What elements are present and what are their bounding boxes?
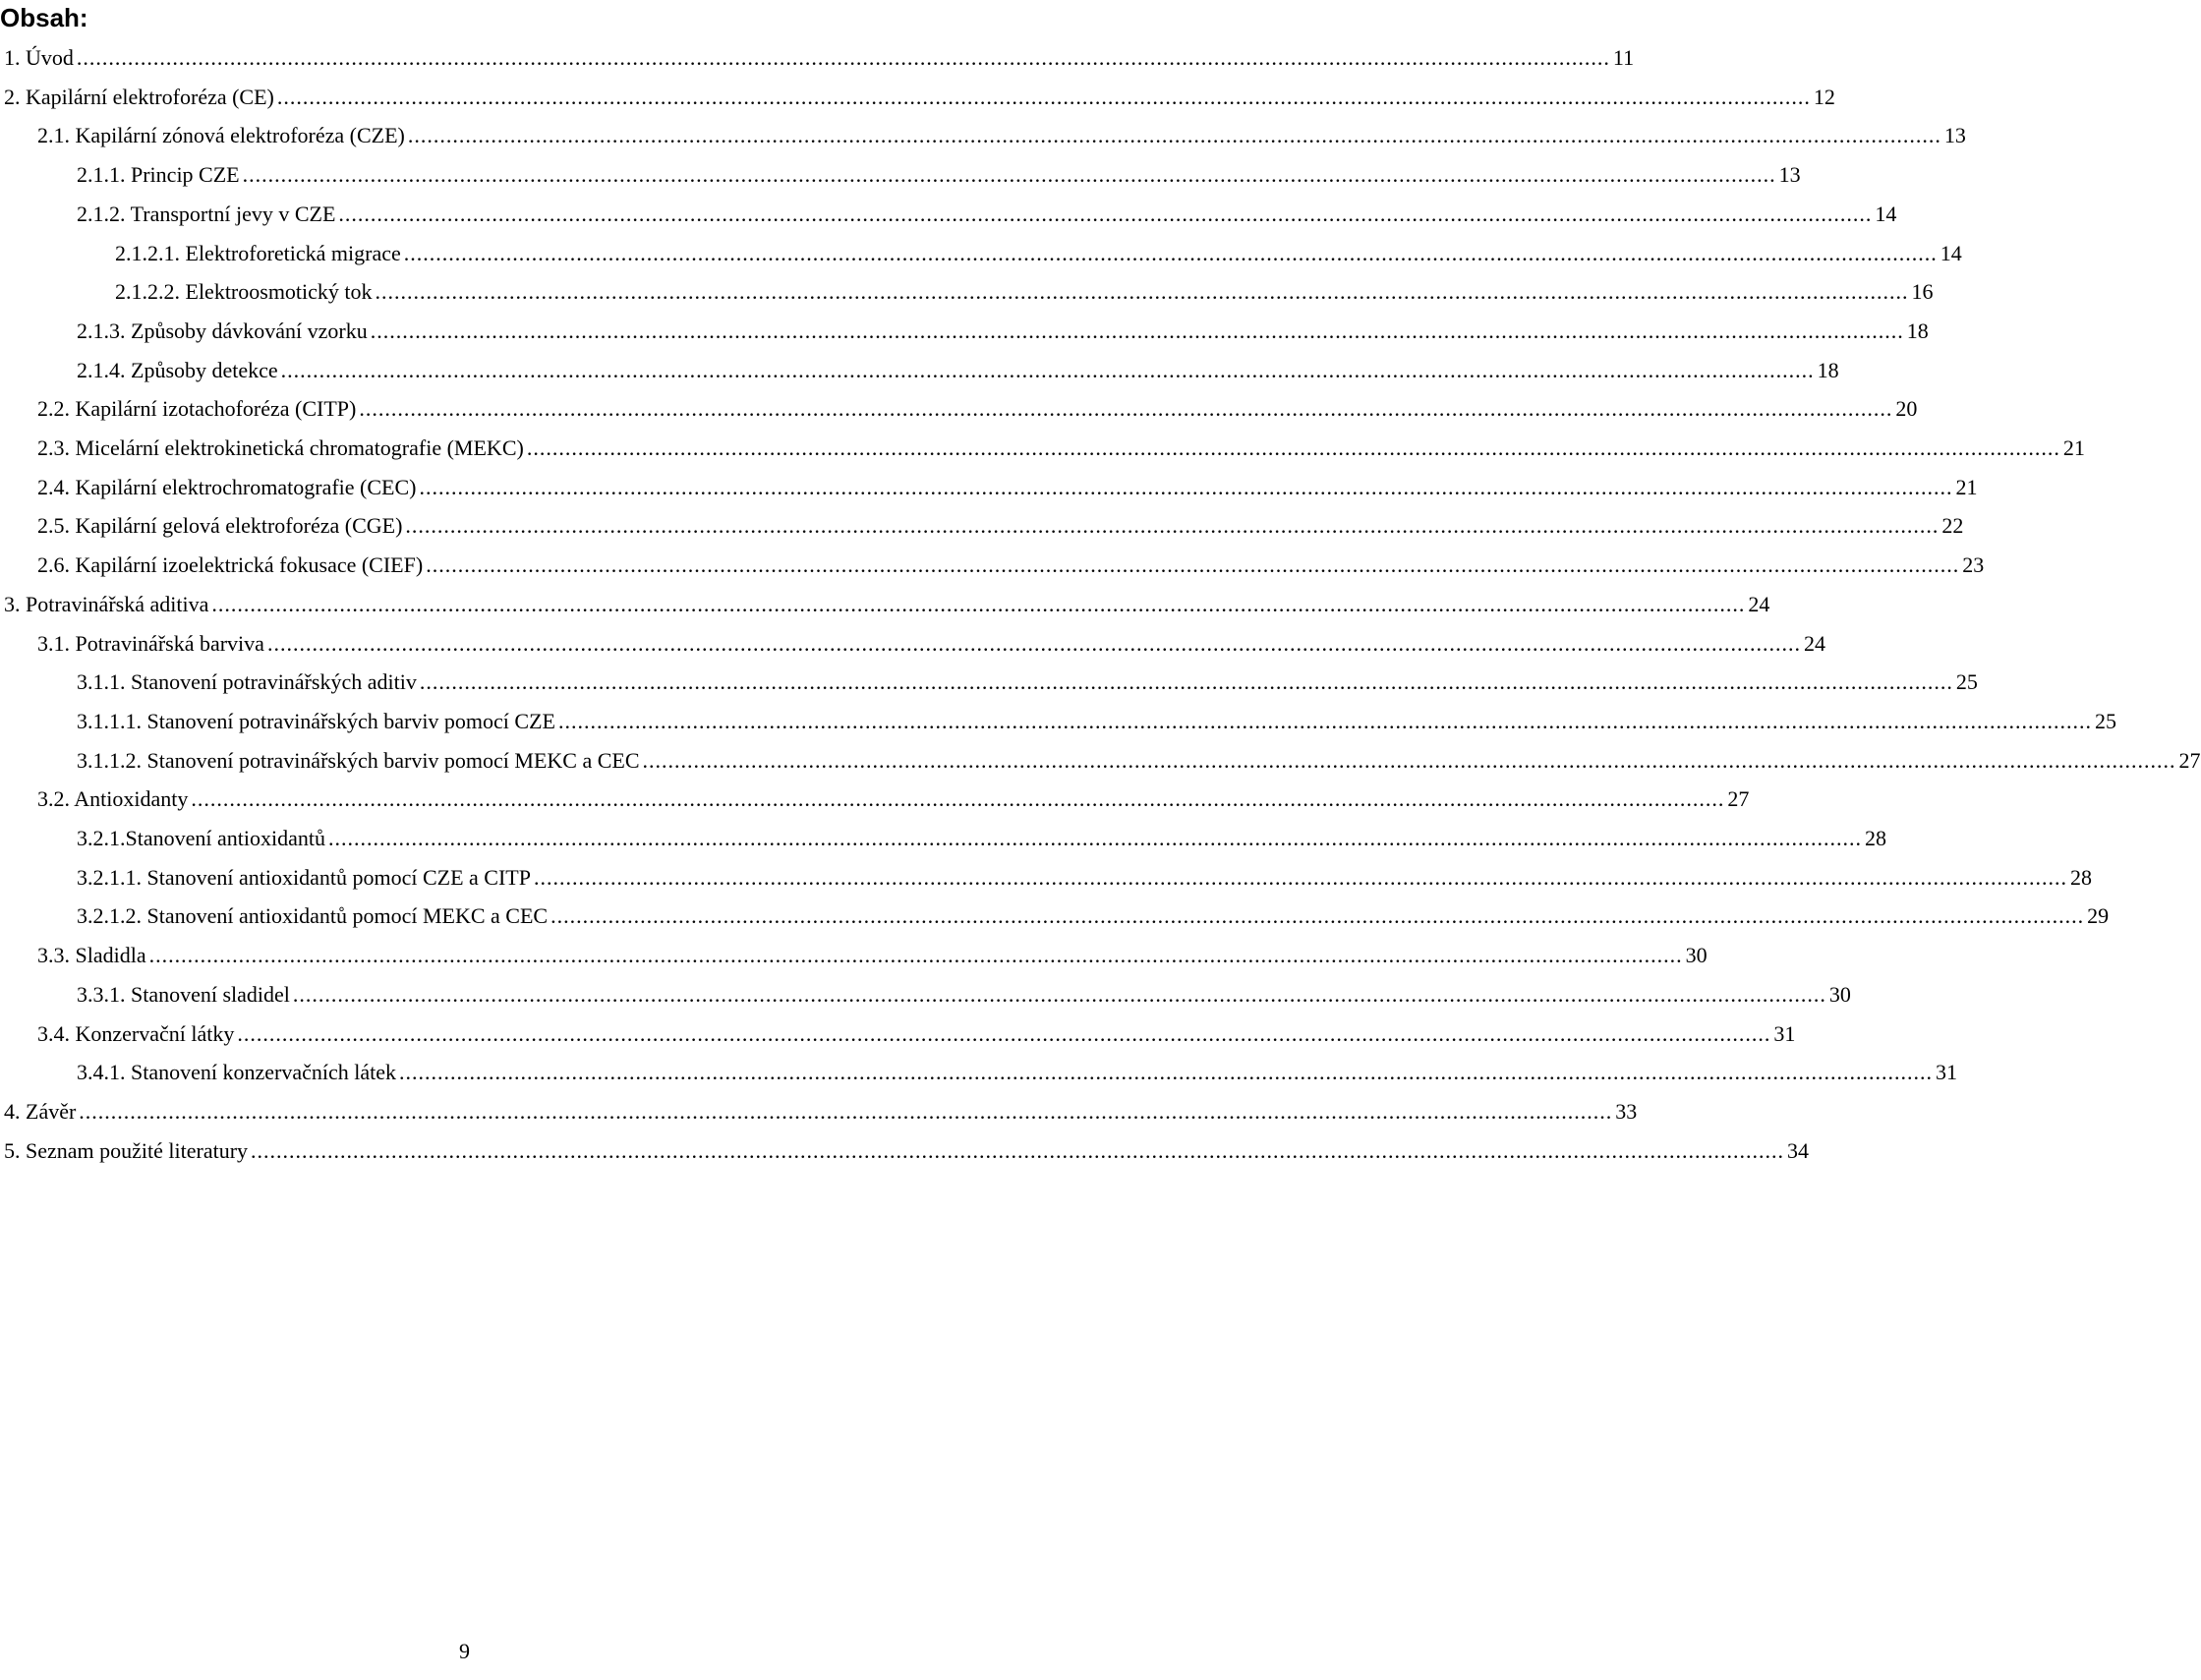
toc-leader-dots: ................................................................................................................................................................................................................................................ <box>211 592 1746 616</box>
toc-entry[interactable] <box>37 629 1825 659</box>
toc-entry[interactable] <box>77 667 1978 697</box>
toc-entry-page: 21 <box>1955 475 1978 499</box>
toc-entry-page: 29 <box>2087 903 2110 928</box>
toc-leader-dots: ................................................................................................................................................................................................................................................ <box>276 85 1811 109</box>
toc-leader-dots: ................................................................................................................................................................................................................................................ <box>407 123 1941 147</box>
toc-entry-page: 23 <box>1962 552 1985 577</box>
toc-entry[interactable] <box>77 160 1801 190</box>
toc-entry-label: 2. Kapilární elektroforéza (CE) <box>4 85 274 109</box>
toc-entry-label: 2.1.2. Transportní jevy v CZE <box>77 202 336 226</box>
toc-entry[interactable] <box>77 707 2116 736</box>
toc-entry-label: 2.1.2.1. Elektroforetická migrace <box>115 241 401 265</box>
toc-leader-dots: ................................................................................................................................................................................................................................................ <box>148 943 1683 967</box>
toc-entry-page: 24 <box>1748 592 1770 616</box>
toc-entry-label: 2.4. Kapilární elektrochromatografie (CEC) <box>37 475 417 499</box>
toc-entry-page: 31 <box>1936 1060 1958 1084</box>
toc-entry-page: 34 <box>1787 1138 1810 1163</box>
toc-entry[interactable] <box>4 1136 1810 1166</box>
toc-title: Obsah: <box>0 3 88 32</box>
toc-leader-dots: ................................................................................................................................................................................................................................................ <box>533 865 2067 890</box>
toc-entry-label: 3.2.1.2. Stanovení antioxidantů pomocí MEKC a CEC <box>77 903 549 928</box>
toc-entry-label: 2.2. Kapilární izotachoforéza (CITP) <box>37 396 357 421</box>
toc-entry-label: 2.1. Kapilární zónová elektroforéza (CZE) <box>37 123 405 147</box>
toc-entry-page: 14 <box>1940 241 1962 265</box>
toc-entry-label: 3.1.1. Stanovení potravinářských aditiv <box>77 669 417 694</box>
toc-entry[interactable] <box>115 277 1934 307</box>
toc-entry[interactable] <box>4 1097 1638 1127</box>
toc-entry-label: 2.1.1. Princip CZE <box>77 162 240 187</box>
toc-entry[interactable] <box>4 83 1835 112</box>
toc-entry-label: 2.6. Kapilární izoelektrická fokusace (CIEF) <box>37 552 424 577</box>
toc-entry[interactable] <box>77 980 1851 1010</box>
toc-entry-label: 3.4. Konzervační látky <box>37 1021 235 1046</box>
toc-leader-dots: ................................................................................................................................................................................................................................................ <box>242 162 1776 187</box>
toc-leader-dots: ................................................................................................................................................................................................................................................ <box>251 1138 1785 1163</box>
toc-entry-page: 22 <box>1941 513 1964 538</box>
toc-entry-page: 28 <box>2069 865 2092 890</box>
toc-entry[interactable] <box>37 121 1966 150</box>
toc-entry[interactable] <box>37 1019 1796 1049</box>
toc-entry-label: 3.1.1.1. Stanovení potravinářských barviv pomocí CZE <box>77 709 555 733</box>
toc-entry-label: 1. Úvod <box>4 45 74 70</box>
toc-leader-dots: ................................................................................................................................................................................................................................................ <box>550 903 2085 928</box>
toc-entry-page: 21 <box>2062 435 2085 460</box>
toc-entry-label: 5. Seznam použité literatury <box>4 1138 249 1163</box>
toc-entry[interactable] <box>37 784 1750 814</box>
toc-entry-label: 3.1.1.2. Stanovení potravinářských barviv pomocí MEKC a CEC <box>77 748 640 773</box>
toc-entry[interactable] <box>77 824 1886 853</box>
toc-leader-dots: ................................................................................................................................................................................................................................................ <box>338 202 1873 226</box>
toc-leader-dots: ................................................................................................................................................................................................................................................ <box>419 669 1953 694</box>
toc-leader-dots: ................................................................................................................................................................................................................................................ <box>403 241 1938 265</box>
toc-entry-label: 2.5. Kapilární gelová elektroforéza (CGE) <box>37 513 403 538</box>
toc-entry[interactable] <box>77 901 2110 931</box>
toc-entry-label: 3.3.1. Stanovení sladidel <box>77 982 290 1007</box>
toc-entry-page: 16 <box>1911 279 1934 304</box>
toc-entry[interactable] <box>37 434 2085 463</box>
toc-entry-page: 28 <box>1864 826 1886 850</box>
toc-entry-label: 3.2.1.Stanovení antioxidantů <box>77 826 325 850</box>
toc-entry-page: 14 <box>1875 202 1897 226</box>
toc-entry-label: 2.1.3. Způsoby dávkování vzorku <box>77 319 368 343</box>
toc-entry-label: 2.3. Micelární elektrokinetická chromatografie (MEKC) <box>37 435 524 460</box>
toc-leader-dots: ................................................................................................................................................................................................................................................ <box>642 748 2176 773</box>
toc-entry[interactable] <box>77 200 1897 229</box>
toc-leader-dots: ................................................................................................................................................................................................................................................ <box>280 358 1815 382</box>
toc-entry-page: 30 <box>1685 943 1708 967</box>
toc-leader-dots: ................................................................................................................................................................................................................................................ <box>79 1099 1613 1124</box>
toc-entry[interactable] <box>77 746 2201 776</box>
toc-entry-label: 3.3. Sladidla <box>37 943 146 967</box>
toc-leader-dots: ................................................................................................................................................................................................................................................ <box>359 396 1893 421</box>
toc-entry-page: 25 <box>2094 709 2116 733</box>
toc-leader-dots: ................................................................................................................................................................................................................................................ <box>370 319 1904 343</box>
toc-entry[interactable] <box>77 356 1839 385</box>
toc-entry[interactable] <box>77 863 2092 893</box>
toc-entry-label: 2.1.4. Způsoby detekce <box>77 358 278 382</box>
toc-entry-label: 3.2. Antioxidanty <box>37 786 189 811</box>
toc-leader-dots: ................................................................................................................................................................................................................................................ <box>292 982 1826 1007</box>
toc-leader-dots: ................................................................................................................................................................................................................................................ <box>266 631 1801 656</box>
toc-leader-dots: ................................................................................................................................................................................................................................................ <box>375 279 1909 304</box>
toc-entry-label: 3.4.1. Stanovení konzervačních látek <box>77 1060 397 1084</box>
toc-entry-label: 4. Závěr <box>4 1099 77 1124</box>
toc-entry-page: 30 <box>1828 982 1851 1007</box>
toc-entry[interactable] <box>37 394 1918 424</box>
toc-entry-page: 24 <box>1803 631 1825 656</box>
toc-leader-dots: ................................................................................................................................................................................................................................................ <box>426 552 1960 577</box>
toc-leader-dots: ................................................................................................................................................................................................................................................ <box>419 475 1953 499</box>
toc-entry-page: 25 <box>1955 669 1978 694</box>
toc-entry[interactable] <box>37 473 1978 502</box>
toc-entry-label: 2.1.2.2. Elektroosmotický tok <box>115 279 373 304</box>
toc-leader-dots: ................................................................................................................................................................................................................................................ <box>327 826 1862 850</box>
toc-entry-label: 3.2.1.1. Stanovení antioxidantů pomocí CZE a CITP <box>77 865 531 890</box>
toc-leader-dots: ................................................................................................................................................................................................................................................ <box>237 1021 1771 1046</box>
toc-entry[interactable] <box>77 1058 1958 1087</box>
toc-leader-dots: ................................................................................................................................................................................................................................................ <box>405 513 1940 538</box>
toc-entry-page: 18 <box>1817 358 1839 382</box>
toc-entry-label: 3.1. Potravinářská barviva <box>37 631 264 656</box>
toc-leader-dots: ................................................................................................................................................................................................................................................ <box>399 1060 1934 1084</box>
toc-entry-page: 13 <box>1778 162 1801 187</box>
toc-entry[interactable] <box>4 43 1635 73</box>
toc-entry[interactable] <box>37 941 1708 970</box>
toc-entry[interactable] <box>37 550 1985 580</box>
toc-entry-page: 20 <box>1895 396 1918 421</box>
toc-leader-dots: ................................................................................................................................................................................................................................................ <box>557 709 2092 733</box>
toc-entry-page: 18 <box>1906 319 1929 343</box>
toc-leader-dots: ................................................................................................................................................................................................................................................ <box>526 435 2060 460</box>
toc-entry[interactable] <box>115 239 1962 268</box>
toc-entry-page: 31 <box>1773 1021 1796 1046</box>
toc-entry-page: 27 <box>1727 786 1750 811</box>
toc-entry-page: 11 <box>1612 45 1635 70</box>
toc-entry-page: 12 <box>1813 85 1835 109</box>
page-number: 9 <box>459 1639 470 1663</box>
toc-entry-page: 13 <box>1943 123 1966 147</box>
toc-leader-dots: ................................................................................................................................................................................................................................................ <box>191 786 1725 811</box>
toc-leader-dots: ................................................................................................................................................................................................................................................ <box>76 45 1610 70</box>
toc-entry[interactable] <box>4 590 1770 619</box>
toc-entry[interactable] <box>37 511 1964 541</box>
toc-entry-label: 3. Potravinářská aditiva <box>4 592 209 616</box>
toc-entry[interactable] <box>77 317 1929 346</box>
toc-entry-page: 33 <box>1615 1099 1638 1124</box>
toc-entry-page: 27 <box>2178 748 2201 773</box>
